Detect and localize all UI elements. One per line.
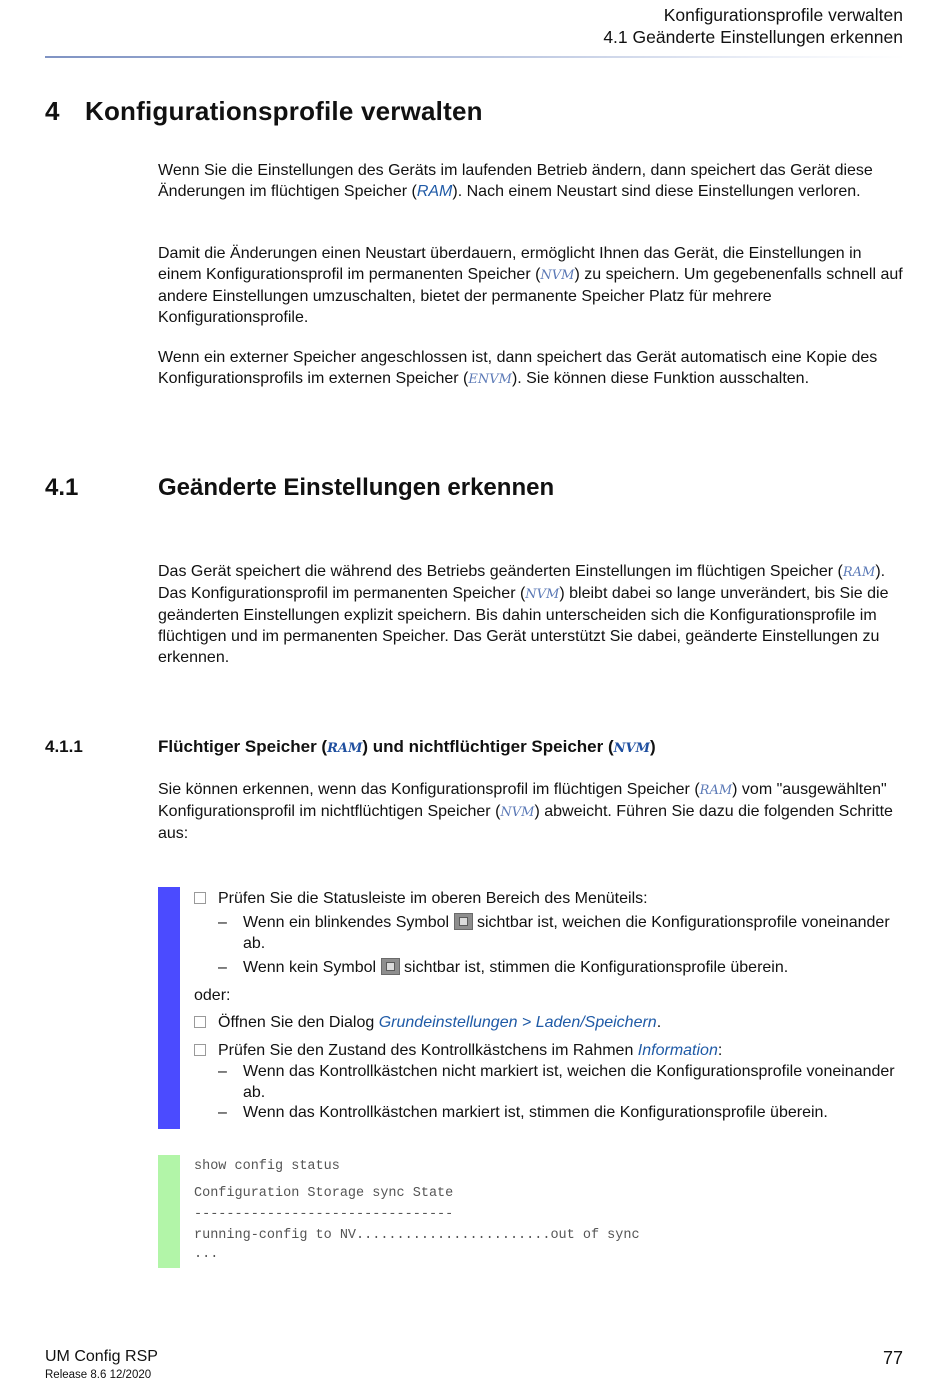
ram-term: RAM <box>699 783 733 798</box>
footer-release: Release 8.6 12/2020 <box>45 1369 152 1381</box>
or-label: oder: <box>194 987 231 1004</box>
nvm-term: NVM <box>500 805 535 820</box>
step-3-substep-2: – Wenn das Kontrollkästchen markiert ist, stimmen die Konfigurationsprofile überein. <box>218 1104 828 1121</box>
ram-term: RAM <box>416 183 453 200</box>
step-checkbox-icon <box>194 1016 206 1028</box>
intro-paragraph-3: Wenn ein externer Speicher angeschlossen ist, dann speichert das Gerät automatisch eine Kopie des Konfigurationsprofils im externen Speicher (ENVM). Sie können diese Funktion ausschalten. <box>158 349 878 387</box>
step-1-substep-1: – Wenn ein blinkendes Symbol sichtbar ist, weichen die Konfigurationsprofile voneinander ab. <box>218 914 890 952</box>
code-line-status: running-config to NV........................out of sync <box>194 1228 640 1243</box>
chapter-number: 4 <box>45 96 60 126</box>
footer-document-title: UM Config RSP <box>45 1348 158 1365</box>
intro-paragraph-2: Damit die Änderungen einen Neustart überdauern, ermöglicht Ihnen das Gerät, die Einstellungen in einem Konfigurationsprofil im permanenten Speicher (NVM) zu speichern. Um gegebenenfalls schnell auf andere Einstellungen umzuschalten, bietet der permanente Speicher Platz für mehrere Konfigurationsprofile. <box>158 245 903 326</box>
running-header-chapter: Konfigurationsprofile verwalten <box>663 5 903 25</box>
code-line-command: show config status <box>194 1159 340 1174</box>
running-header-section: 4.1 Geänderte Einstellungen erkennen <box>603 27 903 47</box>
code-marker-bar <box>158 1155 180 1268</box>
step-2: Öffnen Sie den Dialog Grundeinstellungen > Laden/Speichern. <box>194 1012 661 1033</box>
subsection-paragraph: Sie können erkennen, wenn das Konfigurationsprofil im flüchtigen Speicher (RAM) vom "ausgewählten" Konfigurationsprofil im nichtflüchtigen Speicher (NVM) abweicht. Führen Sie dazu die folgenden Schritte aus: <box>158 781 893 842</box>
envm-term: ENVM <box>468 372 512 387</box>
step-3-substep-1: – Wenn das Kontrollkästchen nicht markiert ist, weichen die Konfigurationsprofile voneinander ab. <box>218 1063 895 1101</box>
steps-marker-bar <box>158 887 180 1129</box>
step-checkbox-icon <box>194 892 206 904</box>
section-title: Geänderte Einstellungen erkennen <box>158 474 555 501</box>
code-line-ellipsis: ... <box>194 1247 219 1262</box>
step-checkbox-icon <box>194 1044 206 1056</box>
frame-link-information[interactable]: Information <box>637 1042 718 1059</box>
step-1: Prüfen Sie die Statusleiste im oberen Bereich des Menüteils: <box>194 888 648 909</box>
ram-term: RAM <box>327 741 363 756</box>
section-paragraph: Das Gerät speichert die während des Betriebs geänderten Einstellungen im flüchtigen Speicher (RAM). Das Konfigurationsprofil im permanenten Speicher (NVM) bleibt dabei so lange unverändert, bis Sie die geänderten Einstellungen explizit speichern. Bis dahin unterscheiden sich die Konfigurationsprofile im flüchtigen und im permanenten Speicher. Das Gerät unterstützt Sie dabei, geänderte Einstellungen zu erkennen. <box>158 563 889 666</box>
dialog-link-load-save[interactable]: Grundeinstellungen > Laden/Speichern <box>378 1014 657 1031</box>
subsection-number: 4.1.1 <box>45 737 83 756</box>
nvm-term: NVM <box>525 587 560 602</box>
chapter-title: Konfigurationsprofile verwalten <box>85 96 483 126</box>
nvm-term: NVM <box>613 741 650 756</box>
chapter-heading <box>45 96 483 127</box>
step-1-substep-2: – Wenn kein Symbol sichtbar ist, stimmen die Konfigurationsprofile überein. <box>218 959 789 976</box>
nvm-term: NVM <box>540 268 575 283</box>
header-rule <box>45 56 905 58</box>
ram-term: RAM <box>842 565 876 580</box>
floppy-disk-icon <box>381 958 400 975</box>
step-3: Prüfen Sie den Zustand des Kontrollkästchens im Rahmen Information: <box>194 1040 722 1061</box>
page-number: 77 <box>882 1348 903 1368</box>
code-line-heading: Configuration Storage sync State <box>194 1186 454 1201</box>
floppy-disk-icon <box>454 913 473 930</box>
subsection-title: Flüchtiger Speicher (RAM) und nichtflüchtiger Speicher (NVM) <box>158 737 656 756</box>
code-line-separator: -------------------------------- <box>194 1207 454 1222</box>
intro-paragraph-1: Wenn Sie die Einstellungen des Geräts im laufenden Betrieb ändern, dann speichert das Gerät diese Änderungen im flüchtigen Speicher (RAM). Nach einem Neustart sind diese Einstellungen verloren. <box>158 162 873 200</box>
section-number: 4.1 <box>45 474 79 501</box>
